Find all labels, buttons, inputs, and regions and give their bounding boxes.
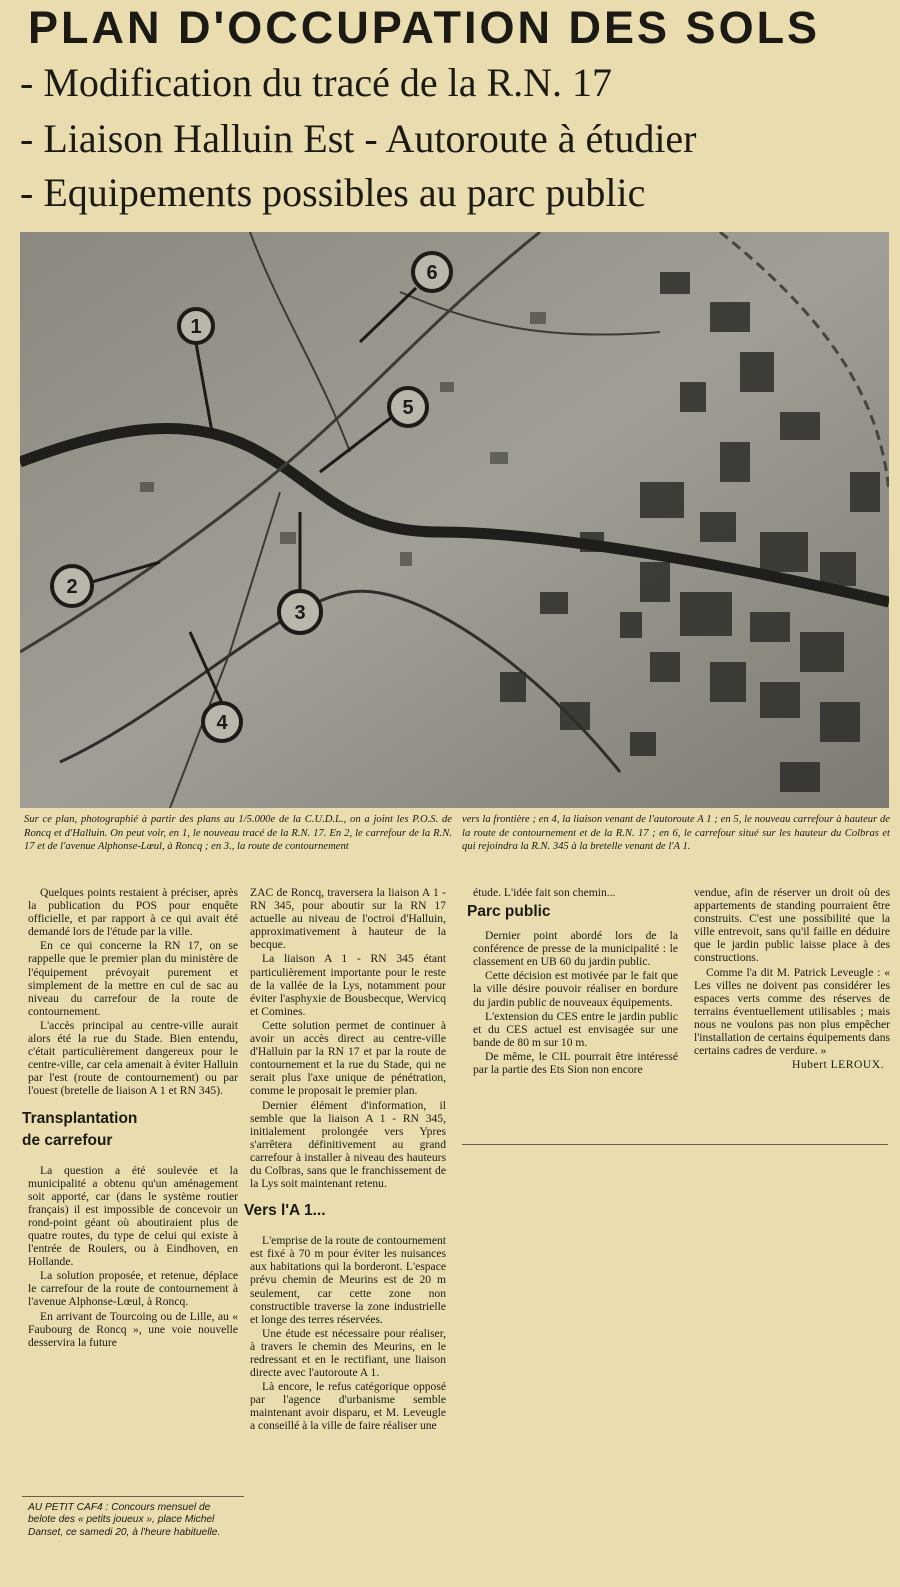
paragraph: Dernier point abordé lors de la conférence de presse de la municipalité : le classement en UB 60 du jardin public. bbox=[473, 929, 678, 969]
caption-left: Sur ce plan, photographié à partir des plans au 1/5.000e de la C.U.D.L., on a joint les P.O.S. de Roncq et d'Halluin. On peut voir, en 1, le nouveau tracé de la R.N. 17. En 2, le carrefour de la R.N. 17 et de l'avenue Alphonse-Lœul, à Roncq ; en 3., la route de contournement bbox=[24, 814, 452, 853]
paragraph: Quelques points restaient à préciser, après la publication du POS pour enquête officielle, et par rapport à ce qui avait été demandé lors de l'étude par la ville. bbox=[28, 886, 238, 939]
map-marker-label-3: 3 bbox=[294, 602, 306, 624]
article-column-3 bbox=[467, 886, 678, 1077]
subheading-3: - Equipements possibles au parc public bbox=[20, 170, 646, 215]
paragraph: L'accès principal au centre-ville aurait alors été la rue du Stade. Bien entendu, c'était particulièrement dangereux pour le centre-ville, car cela amenait à éviter Halluin par l'est (route de contournement) ou par l'ouest (bretelle de liaison A 1 et RN 345). bbox=[28, 1018, 238, 1098]
paragraph: étude. L'idée fait son chemin... bbox=[473, 886, 616, 899]
paragraph: L'extension du CES entre le jardin public et du CES actuel est envisagée sur une bande de 80 m sur 10 m. bbox=[473, 1009, 678, 1049]
column-divider bbox=[462, 1144, 888, 1145]
paragraph: ZAC de Roncq, traversera la liaison A 1 - RN 345, pour aboutir sur la RN 17 actuelle au niveau de l'octroi d'Halluin, approximativement à hauteur de la becque. bbox=[250, 886, 446, 952]
map-photo bbox=[20, 232, 889, 808]
subheading-2: - Liaison Halluin Est - Autoroute à étudier bbox=[20, 116, 697, 161]
paragraph: La liaison A 1 - RN 345 étant particulièrement importante pour le reste de la vallée de la Lys, notamment pour éviter l'asphyxie de Bousbecque, Wervicq et Comines. bbox=[250, 952, 446, 1018]
map-marker-label-1: 1 bbox=[190, 316, 202, 338]
article-column-1 bbox=[22, 886, 238, 1350]
paragraph: L'emprise de la route de contournement est fixé à 70 m pour éviter les nuisances aux habitations qui la borderont. L'espace prévu chemin de Meurins est de 20 m seulement, car cette zone non constructible traverse la zone industrielle et longe des terres réservées. bbox=[250, 1234, 446, 1326]
paragraph: vendue, afin de réserver un droit où des appartements de standing pourraient être construits. C'est une possibilité que la ville entrevoit, sans qu'il faille en déduire que le jardin public laisse place à des constructions. bbox=[694, 886, 890, 965]
paragraph: En arrivant de Tourcoing ou de Lille, au « Faubourg de Roncq », une voie nouvelle desservira la future bbox=[28, 1309, 238, 1349]
paragraph: La question a été soulevée et la municipalité a obtenu qu'un aménagement soit apporté, car (dans le système routier français) il est impossible de concevoir un rond-point géant où aboutiraient plus de quatre routes, du type de celui qui existe à l'entrée de Roulers, ou à Eindhoven, en Hollande. bbox=[28, 1163, 238, 1269]
paragraph: Cette décision est motivée par le fait que la ville désire pouvoir réaliser en bordure du jardin public de nouveaux équipements. bbox=[473, 969, 678, 1009]
subheading-1: - Modification du tracé de la R.N. 17 bbox=[20, 60, 613, 105]
paragraph: Dernier élément d'information, il semble que la liaison A 1 - RN 345, initialement prolongée vers Ypres s'arrêtera définitivement au grand carrefour à installer à niveau des hauteurs du Colbras, sans que le franchissement de la Lys soit maintenant retenu. bbox=[250, 1098, 446, 1191]
note-divider bbox=[22, 1496, 244, 1497]
paragraph: La solution proposée, et retenue, déplace le carrefour de la route de contournement à l'avenue Alphonse-Lœul, à Roncq. bbox=[28, 1269, 238, 1309]
section-heading-vers-a1: Vers l'A 1... bbox=[244, 1202, 326, 1220]
caption-right: vers la frontière ; en 4, la liaison venant de l'autoroute A 1 ; en 5, le nouveau carrefour à hauteur de la route de contournement et de la R.N. 17 ; en 6, le carrefour situé sur les hauteur du Colbras et qui rejoindra la R.N. 345 à la bretelle venant de l'A 1. bbox=[462, 814, 890, 853]
map-marker-label-2: 2 bbox=[66, 576, 78, 598]
map-illustration bbox=[20, 232, 889, 808]
article-column-4 bbox=[694, 886, 890, 1071]
map-caption bbox=[24, 813, 892, 873]
section-heading-transplantation bbox=[22, 1108, 238, 1152]
paragraph: Comme l'a dit M. Patrick Leveugle : « Les villes ne doivent pas considérer les espaces verts comme des réserves de terrains éventuellement utilisables ; mais nous ne voulons pas non plus empêcher l'installation de certains équipements dans certains cadres de verdure. » bbox=[694, 965, 890, 1058]
paragraph: En ce qui concerne la RN 17, on se rappelle que le premier plan du ministère de l'équipement prévoyait purement et simplement de la mettre en cul de sac au niveau du carrefour de la route de contournement. bbox=[28, 939, 238, 1018]
paragraph: Une étude est nécessaire pour réaliser, à travers le chemin des Meurins, en le redressant et en le rectifiant, une liaison directe avec l'autoroute A 1. bbox=[250, 1326, 446, 1380]
map-marker-label-6: 6 bbox=[426, 262, 438, 284]
map-marker-label-4: 4 bbox=[216, 712, 228, 734]
map-marker-label-5: 5 bbox=[402, 397, 414, 419]
paragraph: De même, le CIL pourrait être intéressé par la partie des Ets Sion non encore bbox=[473, 1049, 678, 1077]
paragraph: Cette solution permet de continuer à avoir un accès direct au centre-ville d'Halluin par la RN 17 et par la route de contournement et la rue du Stade, qui ne serait plus l'axe unique de pénétration, comme le proposait le premier plan. bbox=[250, 1018, 446, 1098]
paragraph: Là encore, le refus catégorique opposé par l'agence d'urbanisme semble maintenant avoir disparu, et M. Leveugle a conseillé à la ville de faire réaliser une bbox=[250, 1380, 446, 1433]
section-heading-parc-public: Parc public bbox=[467, 903, 551, 921]
article-column-2 bbox=[244, 886, 446, 1434]
heading-line-1: Transplantation bbox=[22, 1109, 138, 1127]
heading-line-2: de carrefour bbox=[22, 1131, 113, 1149]
page-title: PLAN D'OCCUPATION DES SOLS bbox=[28, 2, 821, 53]
author-signature: Hubert LEROUX. bbox=[791, 1058, 884, 1072]
brief-note: AU PETIT CAF4 : Concours mensuel de belote des « petits joueux », place Michel Danset, ce samedi 20, à l'heure habituelle. bbox=[28, 1502, 221, 1538]
